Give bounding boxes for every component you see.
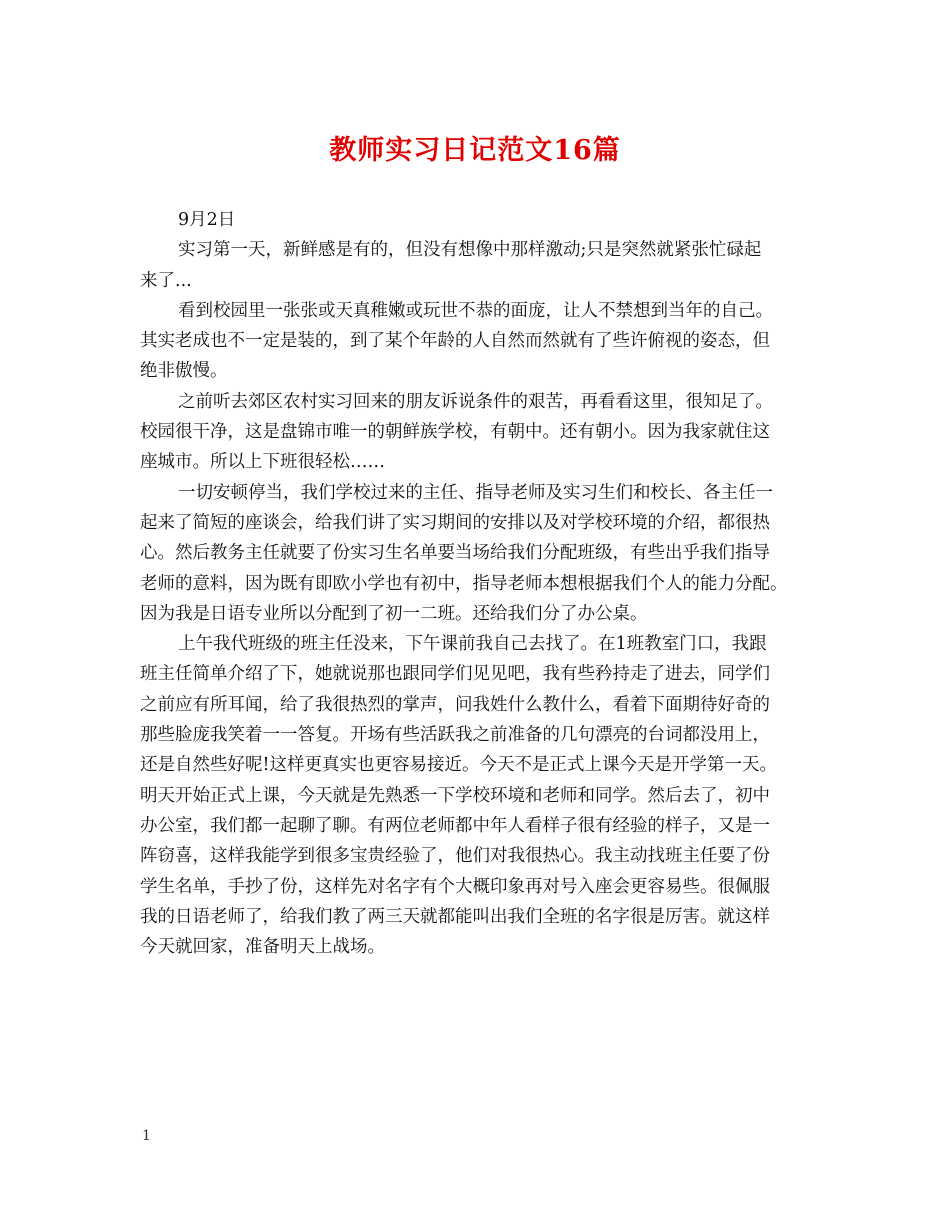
text-line: 班主任简单介绍了下，她就说那也跟同学们见见吧，我有些矜持走了进去，同学们: [140, 664, 770, 685]
text-line: 之前应有所耳闻，给了我很热烈的掌声，问我姓什么教什么，看着下面期待好奇的: [140, 694, 770, 715]
text-line: 学生名单，手抄了份，这样先对名字有个大概印象再对号入座会更容易些。很佩服: [140, 876, 770, 897]
text-line: 心。然后教务主任就要了份实习生名单要当场给我们分配班级，有些出乎我们指导: [140, 543, 770, 564]
text-line: 9月2日: [178, 210, 236, 230]
text-line: 因为我是日语专业所以分配到了初一二班。还给我们分了办公桌。: [140, 603, 648, 624]
text-line: 校园很干净，这是盘锦市唯一的朝鲜族学校，有朝中。还有朝小。因为我家就住这: [140, 422, 770, 443]
page-number: 1: [142, 1128, 151, 1144]
text-line: 阵窃喜，这样我能学到很多宝贵经验了，他们对我很热心。我主动找班主任要了份: [140, 846, 770, 867]
text-line: 看到校园里一张张或天真稚嫩或玩世不恭的面庞，让人不禁想到当年的自己。: [178, 300, 773, 321]
text-line: 那些脸庞我笑着一一答复。开场有些活跃我之前准备的几句漂亮的台词都没用上，: [140, 725, 770, 746]
text-line: 其实老成也不一定是装的，到了某个年龄的人自然而然就有了些许俯视的姿态，但: [140, 331, 770, 352]
text-line: 实习第一天，新鲜感是有的，但没有想像中那样激动;只是突然就紧张忙碌起: [178, 240, 762, 261]
document-body: [140, 205, 816, 962]
text-line: 来了...: [140, 270, 192, 291]
text-line: 之前听去郊区农村实习回来的朋友诉说条件的艰苦，再看看这里，很知足了。: [178, 391, 773, 412]
text-line: 一切安顿停当，我们学校过来的主任、指导老师及实习生们和校长、各主任一: [178, 482, 773, 503]
text-line: 座城市。所以上下班很轻松……: [140, 452, 385, 473]
text-line: 上午我代班级的班主任没来，下午课前我自己去找了。在1班教室门口，我跟: [178, 634, 767, 655]
text-line: 今天就回家，准备明天上战场。: [140, 937, 385, 958]
document-title: 教师实习日记范文16篇: [329, 135, 621, 166]
text-line: 我的日语老师了，给我们教了两三天就都能叫出我们全班的名字很是厉害。就这样: [140, 906, 770, 927]
text-line: 还是自然些好呢!这样更真实也更容易接近。今天不是正式上课今天是开学第一天。: [140, 755, 778, 776]
text-line: 起来了简短的座谈会，给我们讲了实习期间的安排以及对学校环境的介绍，都很热: [140, 512, 770, 533]
text-line: 绝非傲慢。: [140, 361, 228, 382]
text-line: 明天开始正式上课，今天就是先熟悉一下学校环境和老师和同学。然后去了，初中: [140, 785, 770, 806]
text-line: 办公室，我们都一起聊了聊。有两位老师都中年人看样子很有经验的样子，又是一: [140, 815, 770, 836]
text-line: 老师的意料，因为既有即欧小学也有初中，指导老师本想根据我们个人的能力分配。: [140, 573, 788, 594]
